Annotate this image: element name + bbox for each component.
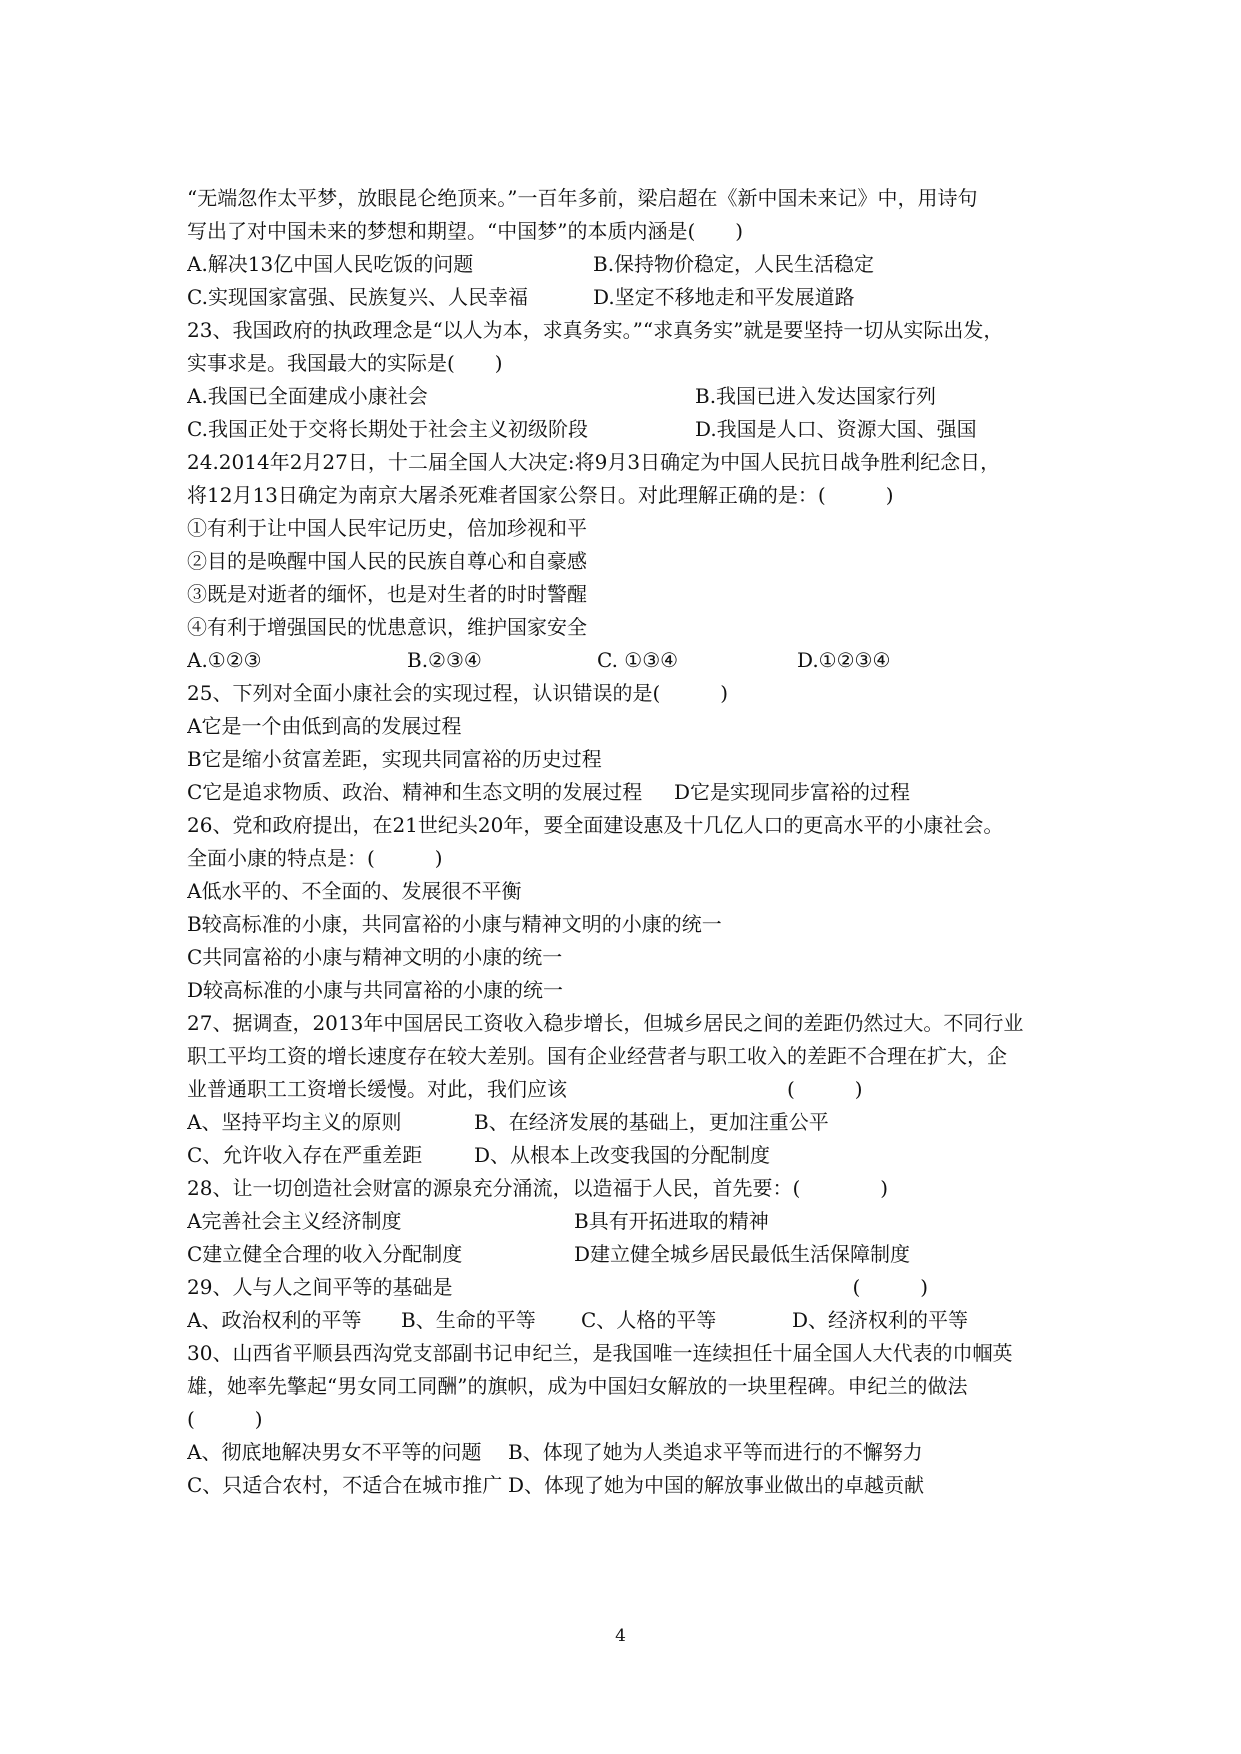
option-row [187, 1205, 1087, 1238]
question-text-line: 将12月13日确定为南京大屠杀死难者国家公祭日。对此理解正确的是：( ) [187, 483, 894, 507]
question-text-line: C共同富裕的小康与精神文明的小康的统一 [187, 945, 563, 969]
question-3 [187, 677, 1087, 809]
question-text-line: B较高标准的小康，共同富裕的小康与精神文明的小康的统一 [187, 912, 722, 936]
question-text-line: 业普通职工工资增长缓慢。对此，我们应该 ( ) [187, 1077, 863, 1101]
answer-option: D、从根本上改变我国的分配制度 [474, 1143, 771, 1167]
question-4 [187, 809, 1087, 1007]
answer-option: D.我国是人口、资源大国、强国 [695, 417, 977, 441]
answer-option: A、坚持平均主义的原则 [187, 1110, 402, 1134]
question-text-line: 27、据调查，2013年中国居民工资收入稳步增长，但城乡居民之间的差距仍然过大。不同行业 [187, 1011, 1024, 1035]
option-row [187, 281, 1087, 314]
answer-option: D建立健全城乡居民最低生活保障制度 [574, 1242, 911, 1266]
question-text-line: ④有利于增强国民的忧患意识，维护国家安全 [187, 615, 587, 639]
answer-option: D.①②③④ [797, 648, 891, 672]
option-row [187, 1139, 1087, 1172]
answer-option: C建立健全合理的收入分配制度 [187, 1242, 463, 1266]
answer-option: A、政治权利的平等 [187, 1308, 362, 1332]
answer-option: A.我国已全面建成小康社会 [187, 384, 428, 408]
question-5 [187, 1007, 1087, 1172]
question-text-line: 雄，她率先擎起“男女同工同酬”的旗帜，成为中国妇女解放的一块里程碑。申纪兰的做法 [187, 1374, 968, 1398]
question-6 [187, 1172, 1087, 1271]
answer-option: A.①②③ [187, 648, 262, 672]
question-text-line: D较高标准的小康与共同富裕的小康的统一 [187, 978, 564, 1002]
question-0 [187, 182, 1087, 314]
question-text-line: 24.2014年2月27日，十二届全国人大决定:将9月3日确定为中国人民抗日战争胜利纪念日， [187, 450, 1001, 474]
question-text-line: ( ) [187, 1407, 263, 1431]
answer-option: B、体现了她为人类追求平等而进行的不懈努力 [508, 1440, 923, 1464]
option-row [187, 413, 1087, 446]
question-text-line: A它是一个由低到高的发展过程 [187, 714, 462, 738]
question-text-line: “无端忽作太平梦，放眼昆仑绝顶来。”一百年多前，梁启超在《新中国未来记》中，用诗句 [187, 186, 978, 210]
answer-option: D、经济权利的平等 [792, 1308, 969, 1332]
answer-option: C. ①③④ [597, 648, 679, 672]
option-row [187, 1469, 1087, 1502]
page-number: 4 [615, 1626, 626, 1646]
answer-option: B.我国已进入发达国家行列 [695, 384, 937, 408]
question-text-line: 全面小康的特点是：( ) [187, 846, 443, 870]
answer-option: D它是实现同步富裕的过程 [674, 780, 911, 804]
answer-option: D、体现了她为中国的解放事业做出的卓越贡献 [508, 1473, 925, 1497]
question-text-line: ②目的是唤醒中国人民的民族自尊心和自豪感 [187, 549, 587, 573]
answer-option: B、生命的平等 [401, 1308, 536, 1332]
question-8 [187, 1337, 1087, 1502]
option-row [187, 644, 1087, 677]
answer-option: C.实现国家富强、民族复兴、人民幸福 [187, 285, 528, 309]
answer-option: C.我国正处于交将长期处于社会主义初级阶段 [187, 417, 588, 441]
question-text-line: 职工平均工资的增长速度存在较大差别。国有企业经营者与职工收入的差距不合理在扩大，企 [187, 1044, 1007, 1068]
question-1 [187, 314, 1087, 446]
option-row [187, 1106, 1087, 1139]
question-text-line: 25、下列对全面小康社会的实现过程，认识错误的是( ) [187, 681, 729, 705]
answer-option: B、在经济发展的基础上，更加注重公平 [474, 1110, 829, 1134]
answer-option: B.②③④ [407, 648, 482, 672]
option-row [187, 380, 1087, 413]
answer-option: A完善社会主义经济制度 [187, 1209, 402, 1233]
question-7 [187, 1271, 1087, 1337]
answer-option: C、只适合农村，不适合在城市推广 [187, 1473, 503, 1497]
question-text-line: 26、党和政府提出，在21世纪头20年，要全面建设惠及十几亿人口的更高水平的小康社会。 [187, 813, 1004, 837]
question-text-line: ③既是对逝者的缅怀，也是对生者的时时警醒 [187, 582, 587, 606]
question-list [187, 182, 1087, 1502]
question-text-line: 29、人与人之间平等的基础是 ( ) [187, 1275, 929, 1299]
question-text-line: B它是缩小贫富差距，实现共同富裕的历史过程 [187, 747, 602, 771]
question-text-line: ①有利于让中国人民牢记历史，倍加珍视和平 [187, 516, 587, 540]
question-text-line: A低水平的、不全面的、发展很不平衡 [187, 879, 522, 903]
question-2 [187, 446, 1087, 677]
option-row [187, 776, 1087, 809]
option-row [187, 1238, 1087, 1271]
option-row [187, 248, 1087, 281]
question-text-line: 28、让一切创造社会财富的源泉充分涌流，以造福于人民，首先要：( ) [187, 1176, 889, 1200]
answer-option: A、彻底地解决男女不平等的问题 [187, 1440, 482, 1464]
answer-option: B.保持物价稳定，人民生活稳定 [593, 252, 875, 276]
answer-option: C、允许收入存在严重差距 [187, 1143, 423, 1167]
option-row [187, 1436, 1087, 1469]
answer-option: D.坚定不移地走和平发展道路 [593, 285, 855, 309]
answer-option: C它是追求物质、政治、精神和生态文明的发展过程 [187, 780, 643, 804]
question-text-line: 23、我国政府的执政理念是“以人为本，求真务实。”“求真务实”就是要坚持一切从实际出发， [187, 318, 1004, 342]
answer-option: C、人格的平等 [581, 1308, 717, 1332]
question-text-line: 实事求是。我国最大的实际是( ) [187, 351, 503, 375]
question-text-line: 30、山西省平顺县西沟党支部副书记申纪兰，是我国唯一连续担任十届全国人大代表的巾帼英 [187, 1341, 1013, 1365]
option-row [187, 1304, 1087, 1337]
question-text-line: 写出了对中国未来的梦想和期望。“中国梦”的本质内涵是( ) [187, 219, 744, 243]
answer-option: A.解决13亿中国人民吃饭的问题 [187, 252, 474, 276]
answer-option: B具有开拓进取的精神 [574, 1209, 769, 1233]
